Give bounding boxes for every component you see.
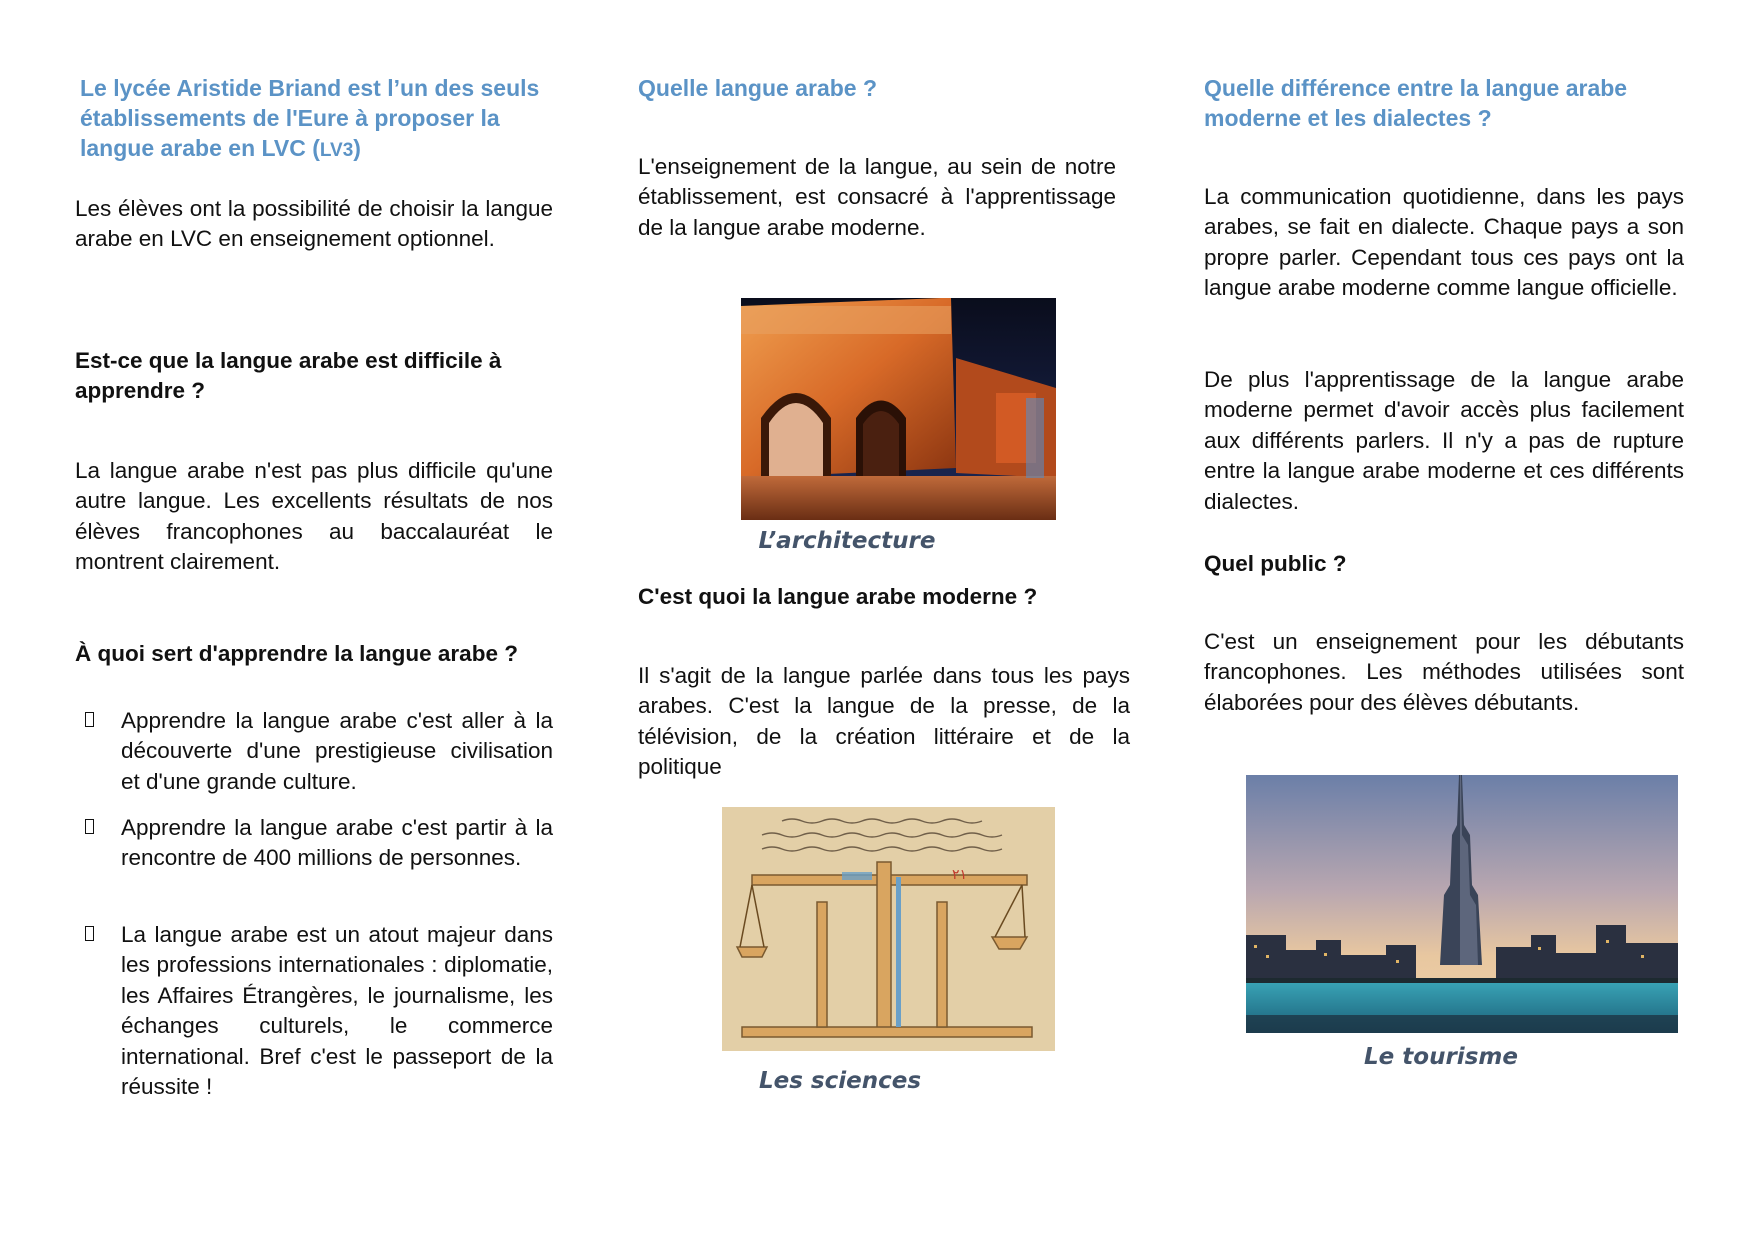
audience-paragraph: C'est un enseignement pour les débutants francophones. Les méthodes utilisées sont élaborées pour des élèves débutants. [1204,629,1684,715]
svg-text:٢١: ٢١ [952,867,968,883]
difference-title: Quelle différence entre la langue arabe moderne et les dialectes ? [1204,75,1628,131]
answer-difficulty: La langue arabe n'est pas plus difficile qu'une autre langue. Les excellents résultats de nos élèves francophones au baccalauréat le montrent clairement. [75,458,553,575]
which-arabic-title: Quelle langue arabe ? [638,75,878,101]
architecture-caption: L’architecture [758,528,936,554]
intro-title: Le lycée Aristide Briand est l’un des seuls établissements de l'Eure à proposer la langue arabe en LVC (LV3) [80,75,540,161]
modern-arabic-paragraph: Il s'agit de la langue parlée dans tous les pays arabes. C'est la langue de la presse, de la télévision, de la création littéraire et de la politique [638,663,1130,780]
access-paragraph: De plus l'apprentissage de la langue arabe moderne permet d'avoir accès plus facilement aux différents parlers. Il n'y a pas de rupture entre la langue arabe moderne et ces différents dialectes. [1204,367,1684,514]
tourism-photo [1246,775,1678,1033]
bullet-box-icon [85,926,94,941]
intro-paragraph: Les élèves ont la possibilité de choisir la langue arabe en LVC en enseignement optionnel. [75,196,553,252]
question-audience: Quel public ? [1204,551,1347,576]
bullet-box-icon [85,712,94,727]
architecture-photo [741,298,1056,520]
question-purpose: À quoi sert d'apprendre la langue arabe ? [75,641,518,666]
bullet-box-icon [85,819,94,834]
question-difficulty: Est-ce que la langue arabe est difficile à apprendre ? [75,348,502,403]
question-modern-arabic: C'est quoi la langue arabe moderne ? [638,584,1038,609]
sciences-caption: Les sciences [758,1068,922,1094]
tourism-caption: Le tourisme [1364,1044,1518,1070]
sciences-manuscript-image [722,807,1055,1051]
which-arabic-paragraph: L'enseignement de la langue, au sein de notre établissement, est consacré à l'apprentissage de la langue arabe moderne. [638,154,1116,240]
dialect-paragraph: La communication quotidienne, dans les pays arabes, se fait en dialecte. Chaque pays a son propre parler. Cependant tous ces pays ont la langue arabe moderne comme langue officielle. [1204,184,1684,301]
